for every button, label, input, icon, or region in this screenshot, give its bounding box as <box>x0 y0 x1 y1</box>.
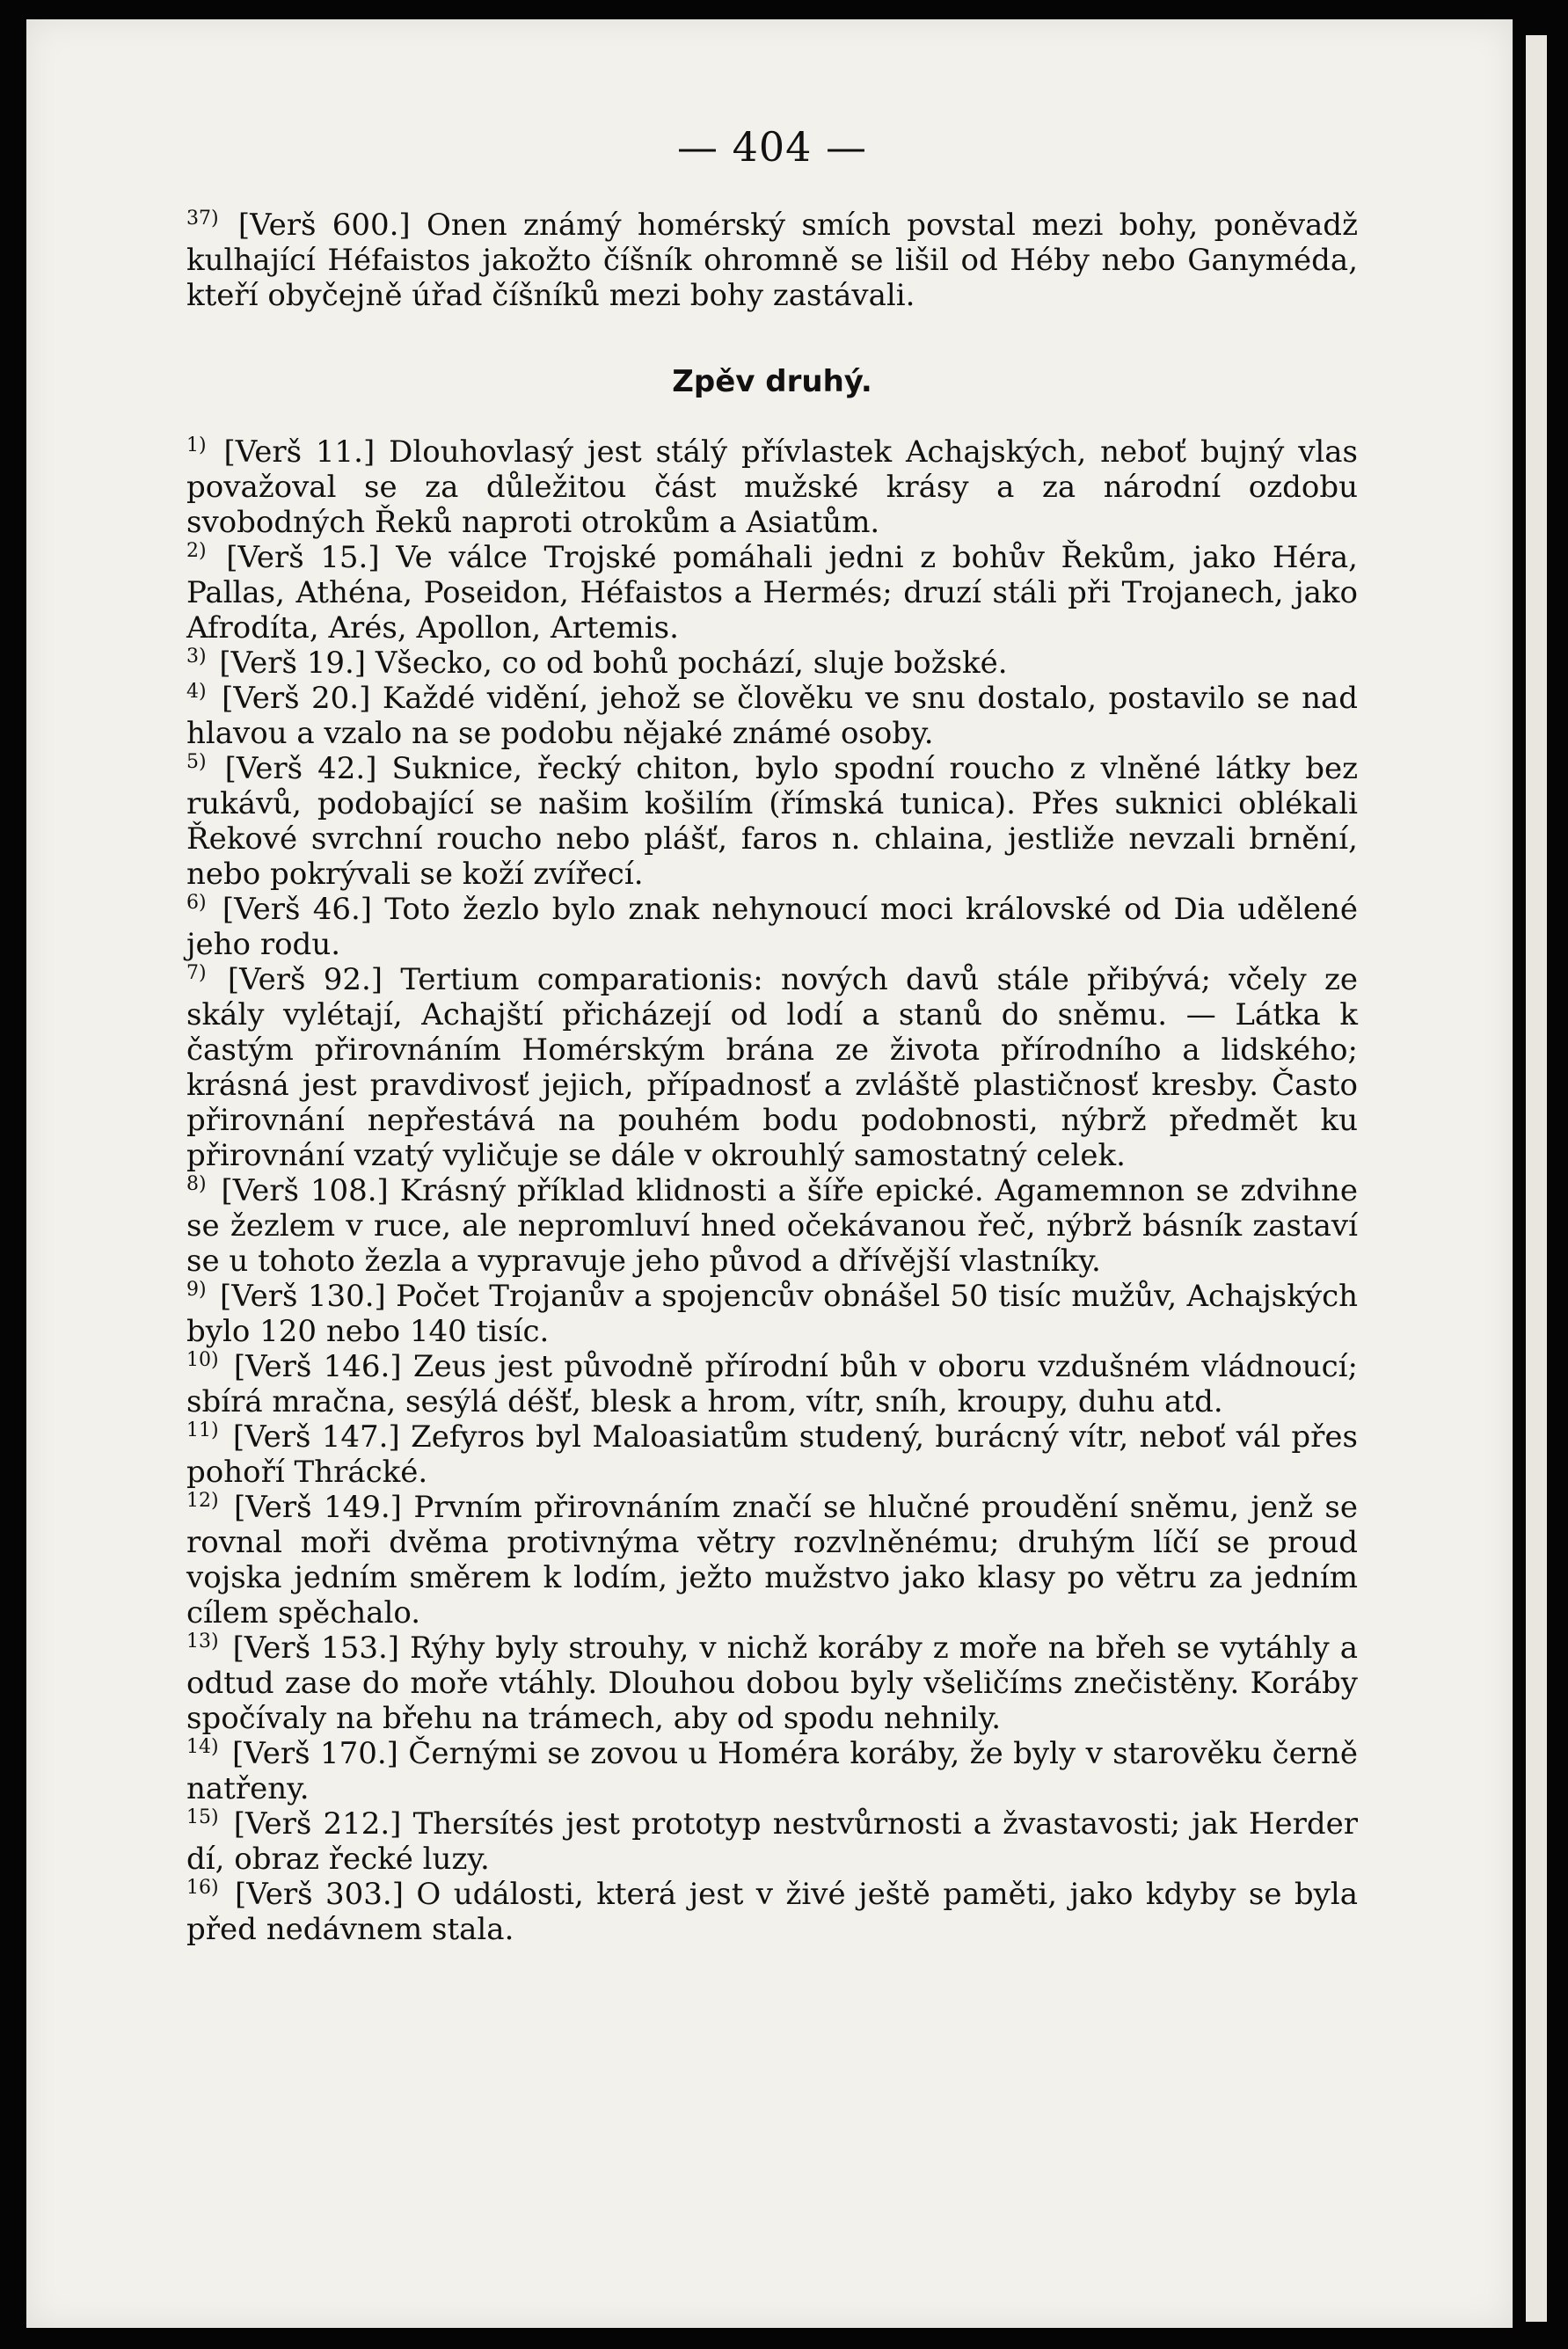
footnote-37 <box>186 208 1358 313</box>
footnote <box>186 434 1358 540</box>
footnote-ref: 7) <box>186 961 207 984</box>
footnote-ref: 10) <box>186 1348 219 1371</box>
footnote-ref: 1) <box>186 434 207 456</box>
footnote <box>186 892 1358 962</box>
footnote-text: [Verš 149.] Prvním přirovnáním značí se hlučné proudění sněmu, jenž se rovnal moři dvěma protivnýma větry rozvlněnému; druhým líčí se proud vojska jedním směrem k lodím, ježto mužstvo jako klasy po větru za jedním cílem spěchalo. <box>186 1490 1358 1630</box>
footnote-text: [Verš 108.] Krásný příklad klidnosti a šíře epické. Agamemnon se zdvihne se žezlem v ruce, ale nepromluví hned očekávanou řeč, nýbrž básník zastaví se u tohoto žezla a vypravuje jeho původ a dřívější vlastníky. <box>186 1173 1358 1279</box>
footnote <box>186 751 1358 892</box>
footnote-text: [Verš 15.] Ve válce Trojské pomáhali jedni z bohův Řekům, jako Héra, Pallas, Athéna, Poseidon, Héfaistos a Hermés; druzí stáli při Trojanech, jako Afrodíta, Arés, Apollon, Artemis. <box>186 540 1358 646</box>
next-page-edge <box>1526 35 1547 2322</box>
footnote-text: [Verš 147.] Zefyros byl Maloasiatům studený, burácný vítr, neboť vál přes pohoří Thrácké. <box>186 1419 1358 1490</box>
footnote-ref: 6) <box>186 891 207 914</box>
footnote-text: [Verš 146.] Zeus jest původně přírodní bůh v oboru vzdušném vládnoucí; sbírá mračna, sesýlá déšť, blesk a hrom, vítr, sníh, kroupy, duhu atd. <box>186 1349 1358 1419</box>
footnote-ref: 15) <box>186 1806 219 1828</box>
footnote-ref: 2) <box>186 539 207 562</box>
footnote-text: [Verš 42.] Suknice, řecký chiton, bylo spodní roucho z vlněné látky bez rukávů, podobající se našim košilím (římská tunica). Přes suknici oblékali Řekové svrchní roucho nebo plášť, faros n. chlaina, jestliže nevzali brnění, nebo pokrývali se koží zvířecí. <box>186 751 1358 892</box>
footnote-ref: 11) <box>186 1419 219 1441</box>
footnote-ref: 16) <box>186 1876 219 1899</box>
footnote-text: [Verš 46.] Toto žezlo bylo znak nehynoucí moci královské od Dia udělené jeho rodu. <box>186 892 1359 962</box>
footnote-text: [Verš 600.] Onen známý homérský smích povstal mezi bohy, poněvadž kulhající Héfaistos jakožto číšník ohromně se lišil od Héby nebo Ganyméda, kteří obyčejně úřad číšníků mezi bohy zastávali. <box>186 208 1358 313</box>
footnote-text: [Verš 153.] Rýhy byly strouhy, v nichž koráby z moře na břeh se vytáhly a odtud zase do moře vtáhly. Dlouhou dobou byly všeličíms znečistěny. Koráby spočívaly na břehu na trámech, aby od spodu nehnily. <box>186 1630 1358 1736</box>
footnote <box>186 1349 1358 1419</box>
footnote-ref: 3) <box>186 645 207 667</box>
footnote-ref: 4) <box>186 680 207 703</box>
footnote <box>186 1279 1358 1349</box>
page-number: — 404 — <box>676 123 868 171</box>
footnote-text: [Verš 20.] Každé vidění, jehož se člověku ve snu dostalo, postavilo se nad hlavou a vzalo na se podobu nějaké známé osoby. <box>186 681 1358 751</box>
footnote-text: [Verš 19.] Všecko, co od bohů pochází, sluje božské. <box>219 646 1008 681</box>
footnote <box>186 1490 1358 1630</box>
footnote-ref: 12) <box>186 1489 219 1512</box>
footnote <box>186 681 1358 751</box>
footnote-ref: 14) <box>186 1735 219 1758</box>
footnote-text: [Verš 170.] Černými se zovou u Homéra koráby, že byly v starověku černě natřeny. <box>186 1736 1358 1806</box>
footnote <box>186 1806 1358 1877</box>
footnote <box>186 646 1358 681</box>
footnote-ref: 9) <box>186 1278 207 1301</box>
footnote <box>186 1736 1358 1806</box>
footnote-ref: 37) <box>186 207 219 230</box>
page-content <box>186 123 1358 1947</box>
section-heading: Zpěv druhý. <box>672 364 872 399</box>
footnote <box>186 540 1358 646</box>
footnote-text: [Verš 303.] O události, která jest v živé ještě paměti, jako kdyby se byla před nedávnem stala. <box>186 1877 1358 1947</box>
footnote-text: [Verš 92.] Tertium comparationis: nových davů stále přibývá; včely ze skály vylétají, Achajští přicházejí od lodí a stanů do sněmu. — Látka k častým přirovnáním Homérským brána ze života přírodního a lidského; krásná jest pravdivosť jejich, případnosť a zvláště plastičnosť kresby. Často přirovnání nepřestává na pouhém bodu podobnosti, nýbrž předmět ku přirovnání vzatý vyličuje se dále v okrouhlý samostatný celek. <box>186 962 1358 1173</box>
notes-list <box>186 434 1358 1947</box>
footnote-ref: 5) <box>186 750 207 773</box>
footnote-ref: 13) <box>186 1630 219 1652</box>
footnote <box>186 1630 1358 1736</box>
footnote-ref: 8) <box>186 1172 207 1195</box>
footnote-text: [Verš 130.] Počet Trojanův a spojencův obnášel 50 tisíc mužův, Achajských bylo 120 nebo 140 tisíc. <box>186 1279 1359 1349</box>
footnote-text: [Verš 11.] Dlouhovlasý jest stálý přívlastek Achajských, neboť bujný vlas považoval se za důležitou část mužské krásy a za národní ozdobu svobodných Řeků naproti otrokům a Asiatům. <box>186 434 1358 540</box>
footnote <box>186 962 1358 1173</box>
footnote <box>186 1173 1358 1279</box>
footnote <box>186 1877 1358 1947</box>
footnote-text: [Verš 212.] Thersítés jest prototyp nestvůrnosti a žvastavosti; jak Herder dí, obraz řecké luzy. <box>186 1806 1358 1877</box>
footnote <box>186 1419 1358 1490</box>
